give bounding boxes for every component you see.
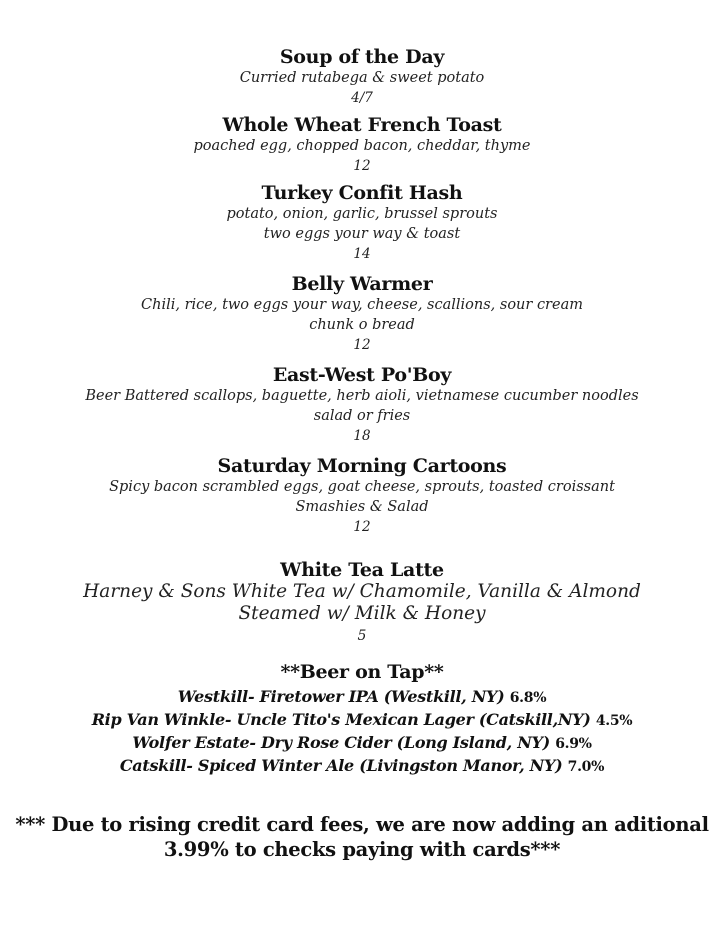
menu-item-saturday-cartoons [0,455,724,537]
menu-item-price: 12 [353,158,371,174]
beer-item [0,755,724,778]
menu-item-french-toast [0,114,724,176]
menu-item-belly-warmer [0,273,724,355]
menu-item-price: 12 [353,519,371,535]
menu-item-description: Chili, rice, two eggs your way, cheese, scallions, sour cream [141,297,583,313]
menu-item-price: 14 [353,246,371,262]
menu-item-description: two eggs your way & toast [263,226,461,242]
menu-item-title: East-West Po'Boy [272,364,452,386]
menu-item-title: Turkey Confit Hash [261,182,463,204]
beer-abv: 6.9% [555,736,592,752]
menu-item-po-boy [0,364,724,446]
menu-item-description: Smashies & Salad [295,499,429,515]
notice-line: 3.99% to checks paying with cards*** [163,838,561,861]
menu-item-white-tea-latte [0,559,724,647]
menu-item-description: Curried rutabega & sweet potato [239,70,485,86]
beer-heading-text: **Beer on Tap** [280,661,444,683]
beer-name: Westkill- Firetower IPA (Westkill, NY) [177,687,505,706]
menu-item-title: Soup of the Day [279,46,445,68]
menu-item-price: 4/7 [351,90,373,106]
menu-item-title: White Tea Latte [280,559,444,581]
menu-item-description: chunk o bread [309,317,415,333]
notice-line: *** Due to rising credit card fees, we are now adding an aditional [15,813,709,836]
beer-abv: 4.5% [595,713,633,729]
menu-item-description: Steamed w/ Milk & Honey [238,603,486,624]
beer-item [0,686,724,709]
beer-heading [0,661,724,683]
menu-item-price: 5 [357,628,367,644]
menu-item-soup [0,46,724,108]
menu-item-title: Belly Warmer [291,273,433,295]
menu-item-title: Whole Wheat French Toast [222,114,502,136]
beer-name: Catskill- Spiced Winter Ale (Livingston Manor, NY) [119,756,563,775]
beer-abv: 6.8% [509,690,547,706]
menu-item-description: poached egg, chopped bacon, cheddar, thyme [193,138,531,154]
menu-item-price: 18 [353,428,371,444]
menu-item-description: salad or fries [313,408,411,424]
beer-abv: 7.0% [567,759,605,775]
menu-item-price: 12 [353,337,371,353]
menu-item-description: potato, onion, garlic, brussel sprouts [226,206,498,222]
menu-item-description: Spicy bacon scrambled eggs, goat cheese, sprouts, toasted croissant [109,479,615,495]
credit-card-notice [0,812,724,862]
menu-item-description: Beer Battered scallops, baguette, herb aioli, vietnamese cucumber noodles [85,388,639,404]
menu-item-title: Saturday Morning Cartoons [217,455,507,477]
menu-item-description: Harney & Sons White Tea w/ Chamomile, Vanilla & Almond [83,581,641,602]
beer-item [0,732,724,755]
beer-name: Wolfer Estate- Dry Rose Cider (Long Island, NY) [132,733,550,752]
beer-item [0,709,724,732]
menu-item-turkey-hash [0,182,724,264]
beer-name: Rip Van Winkle- Uncle Tito's Mexican Lager (Catskill,NY) [91,710,591,729]
